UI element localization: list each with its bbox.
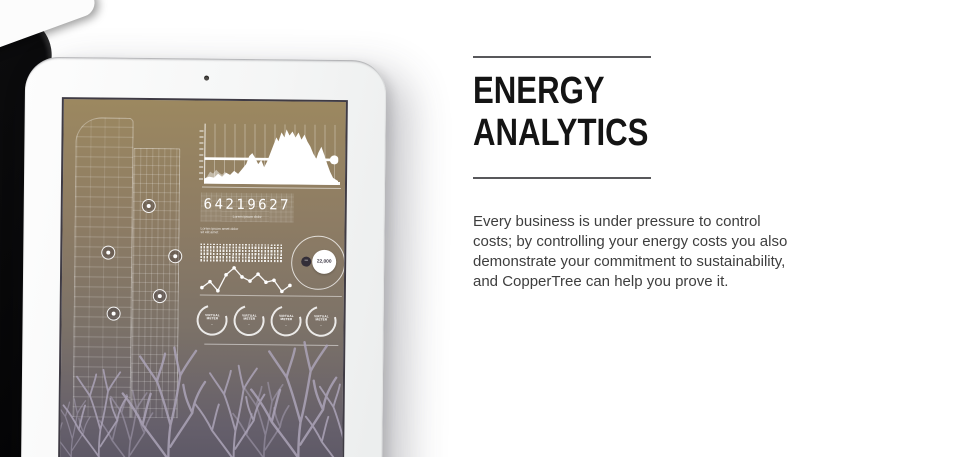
- text-panel: [473, 56, 813, 292]
- side-note-line: Lorem ipsum amet dolor: [200, 226, 239, 232]
- paragraph-line: and CopperTree can help you prove it.: [473, 273, 729, 290]
- big-number-panel: [201, 193, 294, 223]
- paragraph-line: costs; by controlling your energy costs you also: [473, 233, 788, 250]
- usage-gauge-badge: –: [301, 257, 311, 267]
- page-title-line2: ANALYTICS: [473, 112, 649, 154]
- threshold-slider-handle[interactable]: [330, 155, 339, 164]
- meter-label: METER: [243, 316, 255, 321]
- target-marker-icon: [142, 199, 156, 213]
- area-series-main: [204, 129, 339, 185]
- meter-label: METER: [315, 317, 327, 322]
- threshold-slider-line[interactable]: [204, 159, 334, 160]
- barcode-bar-chart: [200, 244, 283, 263]
- usage-gauge-value-circle: [312, 250, 336, 274]
- tablet-screen: [58, 97, 348, 457]
- meter-sub: –: [285, 323, 287, 328]
- side-note-line: sit elit amet: [200, 230, 219, 235]
- tablet-device: [21, 57, 387, 457]
- usage-gauge-value: 22,000: [316, 259, 332, 265]
- camera-dot-icon: [204, 76, 209, 81]
- trees-illustration: [59, 324, 347, 457]
- meter-label: VIRTUAL: [278, 314, 294, 319]
- target-marker-icon: [153, 289, 167, 303]
- trend-line-chart: [200, 265, 292, 297]
- meter-label: VIRTUAL: [313, 314, 329, 319]
- y-axis-ticks: [199, 126, 204, 180]
- meter-label: VIRTUAL: [241, 314, 257, 318]
- paragraph-line: demonstrate your commitment to sustainability,: [473, 253, 786, 270]
- page-title-line1: ENERGY: [473, 70, 605, 112]
- big-number-caption: Lorem ipsum dolor: [232, 214, 262, 220]
- target-marker-icon: [101, 245, 115, 259]
- meter-sub: –: [211, 322, 213, 327]
- paragraph-line: Every business is under pressure to control: [473, 213, 761, 230]
- side-note: [200, 228, 238, 235]
- meter-sub: –: [320, 323, 322, 328]
- area-chart: [204, 122, 339, 185]
- target-marker-icon: [168, 249, 182, 263]
- trend-line: [202, 268, 290, 292]
- description-paragraph: [473, 212, 813, 292]
- meter-label: METER: [206, 316, 218, 321]
- divider-line: [202, 187, 341, 189]
- title-rule-bottom: [473, 177, 651, 179]
- title-rule-top: [473, 56, 651, 58]
- meter-sub: –: [248, 323, 250, 327]
- target-marker-icon: [107, 307, 121, 321]
- page-title: [473, 70, 752, 154]
- big-number-value: 64219627: [203, 196, 292, 214]
- meter-label: VIRTUAL: [204, 313, 220, 318]
- divider-line: [200, 295, 342, 297]
- meter-label: METER: [280, 317, 292, 322]
